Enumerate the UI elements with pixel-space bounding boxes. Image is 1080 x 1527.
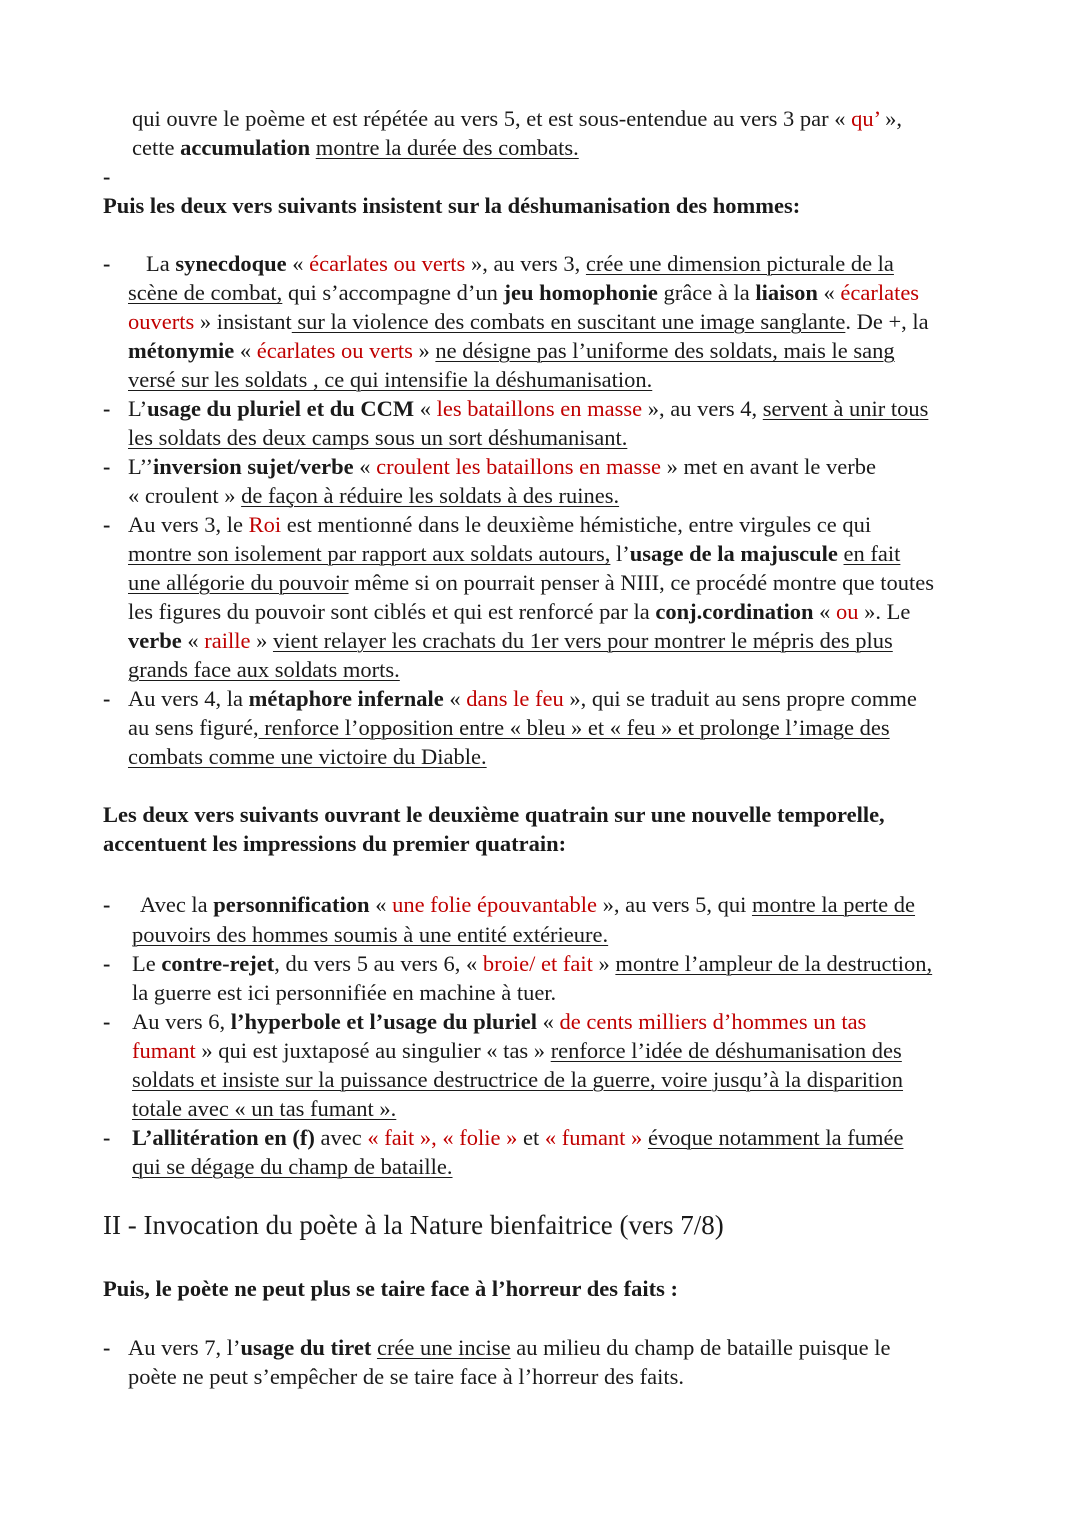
item6-line-1: Avec la personnification « une folie épouvantable », au vers 5, qui montre la perte de: [140, 892, 916, 917]
item8-line-1: Au vers 6, l’hyperbole et l’usage du pluriel « de cents milliers d’hommes un tas: [132, 1009, 867, 1034]
item2-line-2: les soldats des deux camps sous un sort déshumanisant.: [128, 425, 628, 450]
item4-line-1: Au vers 3, le Roi est mentionné dans le deuxième hémistiche, entre virgules ce qui: [128, 512, 872, 537]
item8-line-2: fumant » qui est juxtaposé au singulier « tas » renforce l’idée de déshumanisation des: [132, 1038, 902, 1063]
bullet-dash: -: [103, 396, 111, 421]
heading-second-quatrain-2: accentuent les impressions du premier quatrain:: [103, 831, 567, 856]
item3-line-2: « croulent » de façon à réduire les soldats à des ruines.: [128, 483, 620, 508]
bullet-dash: -: [103, 512, 111, 537]
item4-line-5: verbe « raille » vient relayer les crachats du 1er vers pour montrer le mépris des plus: [128, 628, 893, 653]
item1-line-2: scène de combat, qui s’accompagne d’un jeu homophonie grâce à la liaison « écarlates: [128, 280, 920, 305]
bullet-dash: -: [103, 164, 111, 189]
bullet-dash: -: [103, 251, 111, 276]
item2-line-1: L’usage du pluriel et du CCM « les bataillons en masse », au vers 4, servent à unir tous: [128, 396, 929, 421]
item1-line-3: ouverts » insistant sur la violence des combats en suscitant une image sanglante. De +, la: [128, 309, 929, 334]
item4-line-3: une allégorie du pouvoir même si on pourrait penser à NIII, ce procédé montre que toutes: [128, 570, 934, 595]
item10-line-2: poète ne peut s’empêcher de se taire face à l’horreur des faits.: [128, 1364, 684, 1389]
intro-line-2: cette accumulation montre la durée des combats.: [132, 135, 579, 160]
item4-line-2: montre son isolement par rapport aux soldats autours, l’usage de la majuscule en fait: [128, 541, 901, 566]
item8-line-4: totale avec « un tas fumant ».: [132, 1096, 397, 1121]
bullet-dash: -: [103, 951, 111, 976]
item5-line-3: combats comme une victoire du Diable.: [128, 744, 487, 769]
item4-line-4: les figures du pouvoir sont ciblés et qui est renforcé par la conj.cordination « ou ». Le: [128, 599, 911, 624]
bullet-dash: -: [103, 454, 111, 479]
bullet-dash: -: [103, 892, 111, 917]
item9-line-2: qui se dégage du champ de bataille.: [132, 1154, 453, 1179]
bullet-dash: -: [103, 1009, 111, 1034]
item5-line-1: Au vers 4, la métaphore infernale « dans le feu », qui se traduit au sens propre comme: [128, 686, 917, 711]
heading-poet-silence: Puis, le poète ne peut plus se taire face à l’horreur des faits :: [103, 1276, 678, 1301]
item1-line-1: La synecdoque « écarlates ou verts », au vers 3, crée une dimension picturale de la: [146, 251, 894, 276]
item4-line-6: grands face aux soldats morts.: [128, 657, 400, 682]
bullet-dash: -: [103, 1335, 111, 1360]
item10-line-1: Au vers 7, l’usage du tiret crée une incise au milieu du champ de bataille puisque le: [128, 1335, 891, 1360]
item9-line-1: L’allitération en (f) avec « fait », « folie » et « fumant » évoque notamment la fumée: [132, 1125, 904, 1150]
item7-line-2: la guerre est ici personnifiée en machine à tuer.: [132, 980, 557, 1005]
heading-dehumanisation: Puis les deux vers suivants insistent sur la déshumanisation des hommes:: [103, 193, 801, 218]
item8-line-3: soldats et insiste sur la puissance destructrice de la guerre, voire jusqu’à la disparition: [132, 1067, 904, 1092]
item3-line-1: L’’inversion sujet/verbe « croulent les bataillons en masse » met en avant le verbe: [128, 454, 876, 479]
intro-line-1: qui ouvre le poème et est répétée au vers 5, et est sous-entendue au vers 3 par « qu’ »,: [132, 106, 902, 131]
item7-line-1: Le contre-rejet, du vers 5 au vers 6, « broie/ et fait » montre l’ampleur de la destruction,: [132, 951, 933, 976]
heading-second-quatrain-1: Les deux vers suivants ouvrant le deuxième quatrain sur une nouvelle temporelle,: [103, 802, 885, 827]
item6-line-2: pouvoirs des hommes soumis à une entité extérieure.: [132, 922, 609, 947]
bullet-dash: -: [103, 686, 111, 711]
item1-line-4: métonymie « écarlates ou verts » ne désigne pas l’uniforme des soldats, mais le sang: [128, 338, 895, 363]
section-title-2: II - Invocation du poète à la Nature bienfaitrice (vers 7/8): [103, 1210, 724, 1240]
item1-line-5: versé sur les soldats , ce qui intensifie la déshumanisation.: [128, 367, 653, 392]
item5-line-2: au sens figuré, renforce l’opposition entre « bleu » et « feu » et prolonge l’image des: [128, 715, 890, 740]
bullet-dash: -: [103, 1125, 111, 1150]
